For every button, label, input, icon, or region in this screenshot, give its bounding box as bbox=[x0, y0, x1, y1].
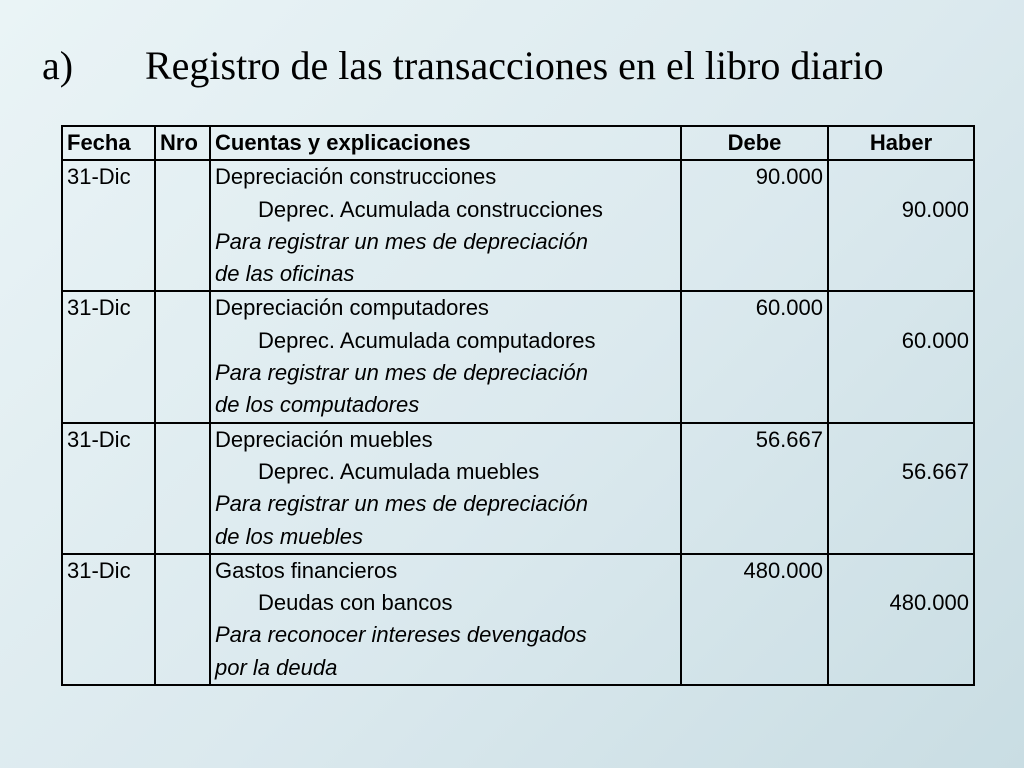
entry-debit bbox=[681, 291, 828, 422]
debit-account: Depreciación construcciones bbox=[215, 164, 497, 190]
credit-amount: 60.000 bbox=[901, 327, 969, 353]
entry-date: 31-Dic bbox=[62, 423, 155, 554]
explanation-line: de los computadores bbox=[215, 392, 420, 418]
section-marker: a) bbox=[42, 43, 74, 88]
entry-accounts bbox=[210, 291, 681, 422]
debit-amount: 480.000 bbox=[743, 557, 823, 583]
credit-amount: 56.667 bbox=[901, 458, 969, 484]
page-title bbox=[42, 42, 884, 89]
explanation-line: Para registrar un mes de depreciación bbox=[215, 360, 588, 386]
explanation-line: de los muebles bbox=[215, 523, 363, 549]
entry-number bbox=[155, 423, 210, 554]
credit-account: Deprec. Acumulada muebles bbox=[258, 458, 540, 484]
credit-account: Deprec. Acumulada construcciones bbox=[258, 196, 603, 222]
journal-entry-row bbox=[62, 423, 974, 554]
entry-date: 31-Dic bbox=[62, 291, 155, 422]
debit-account: Gastos financieros bbox=[215, 557, 398, 583]
entry-accounts bbox=[210, 160, 681, 291]
journal-table bbox=[61, 125, 975, 686]
header-cuentas: Cuentas y explicaciones bbox=[210, 126, 681, 160]
entry-credit bbox=[828, 291, 974, 422]
debit-account: Depreciación computadores bbox=[215, 295, 489, 321]
title-text: Registro de las transacciones en el libro diario bbox=[145, 43, 884, 88]
credit-account: Deudas con bancos bbox=[258, 590, 453, 616]
journal-entry-row bbox=[62, 554, 974, 685]
debit-amount: 56.667 bbox=[755, 426, 823, 452]
entry-debit bbox=[681, 423, 828, 554]
explanation-line: de las oficinas bbox=[215, 261, 355, 287]
entry-date: 31-Dic bbox=[62, 160, 155, 291]
header-nro: Nro bbox=[155, 126, 210, 160]
table-header-row bbox=[62, 126, 974, 160]
entry-debit bbox=[681, 554, 828, 685]
entry-date: 31-Dic bbox=[62, 554, 155, 685]
debit-amount: 60.000 bbox=[755, 295, 823, 321]
entry-accounts bbox=[210, 554, 681, 685]
journal-entry-row bbox=[62, 291, 974, 422]
explanation-line: por la deuda bbox=[215, 654, 338, 680]
header-fecha: Fecha bbox=[62, 126, 155, 160]
header-haber: Haber bbox=[828, 126, 974, 160]
entry-debit bbox=[681, 160, 828, 291]
credit-amount: 90.000 bbox=[901, 196, 969, 222]
credit-account: Deprec. Acumulada computadores bbox=[258, 327, 596, 353]
explanation-line: Para registrar un mes de depreciación bbox=[215, 491, 588, 517]
explanation-line: Para registrar un mes de depreciación bbox=[215, 228, 588, 254]
entry-number bbox=[155, 554, 210, 685]
entry-number bbox=[155, 160, 210, 291]
debit-amount: 90.000 bbox=[755, 164, 823, 190]
debit-account: Depreciación muebles bbox=[215, 426, 433, 452]
header-debe: Debe bbox=[681, 126, 828, 160]
entry-credit bbox=[828, 423, 974, 554]
credit-amount: 480.000 bbox=[889, 590, 969, 616]
journal-entry-row bbox=[62, 160, 974, 291]
entry-accounts bbox=[210, 423, 681, 554]
entry-number bbox=[155, 291, 210, 422]
entry-credit bbox=[828, 554, 974, 685]
explanation-line: Para reconocer intereses devengados bbox=[215, 622, 587, 648]
entry-credit bbox=[828, 160, 974, 291]
